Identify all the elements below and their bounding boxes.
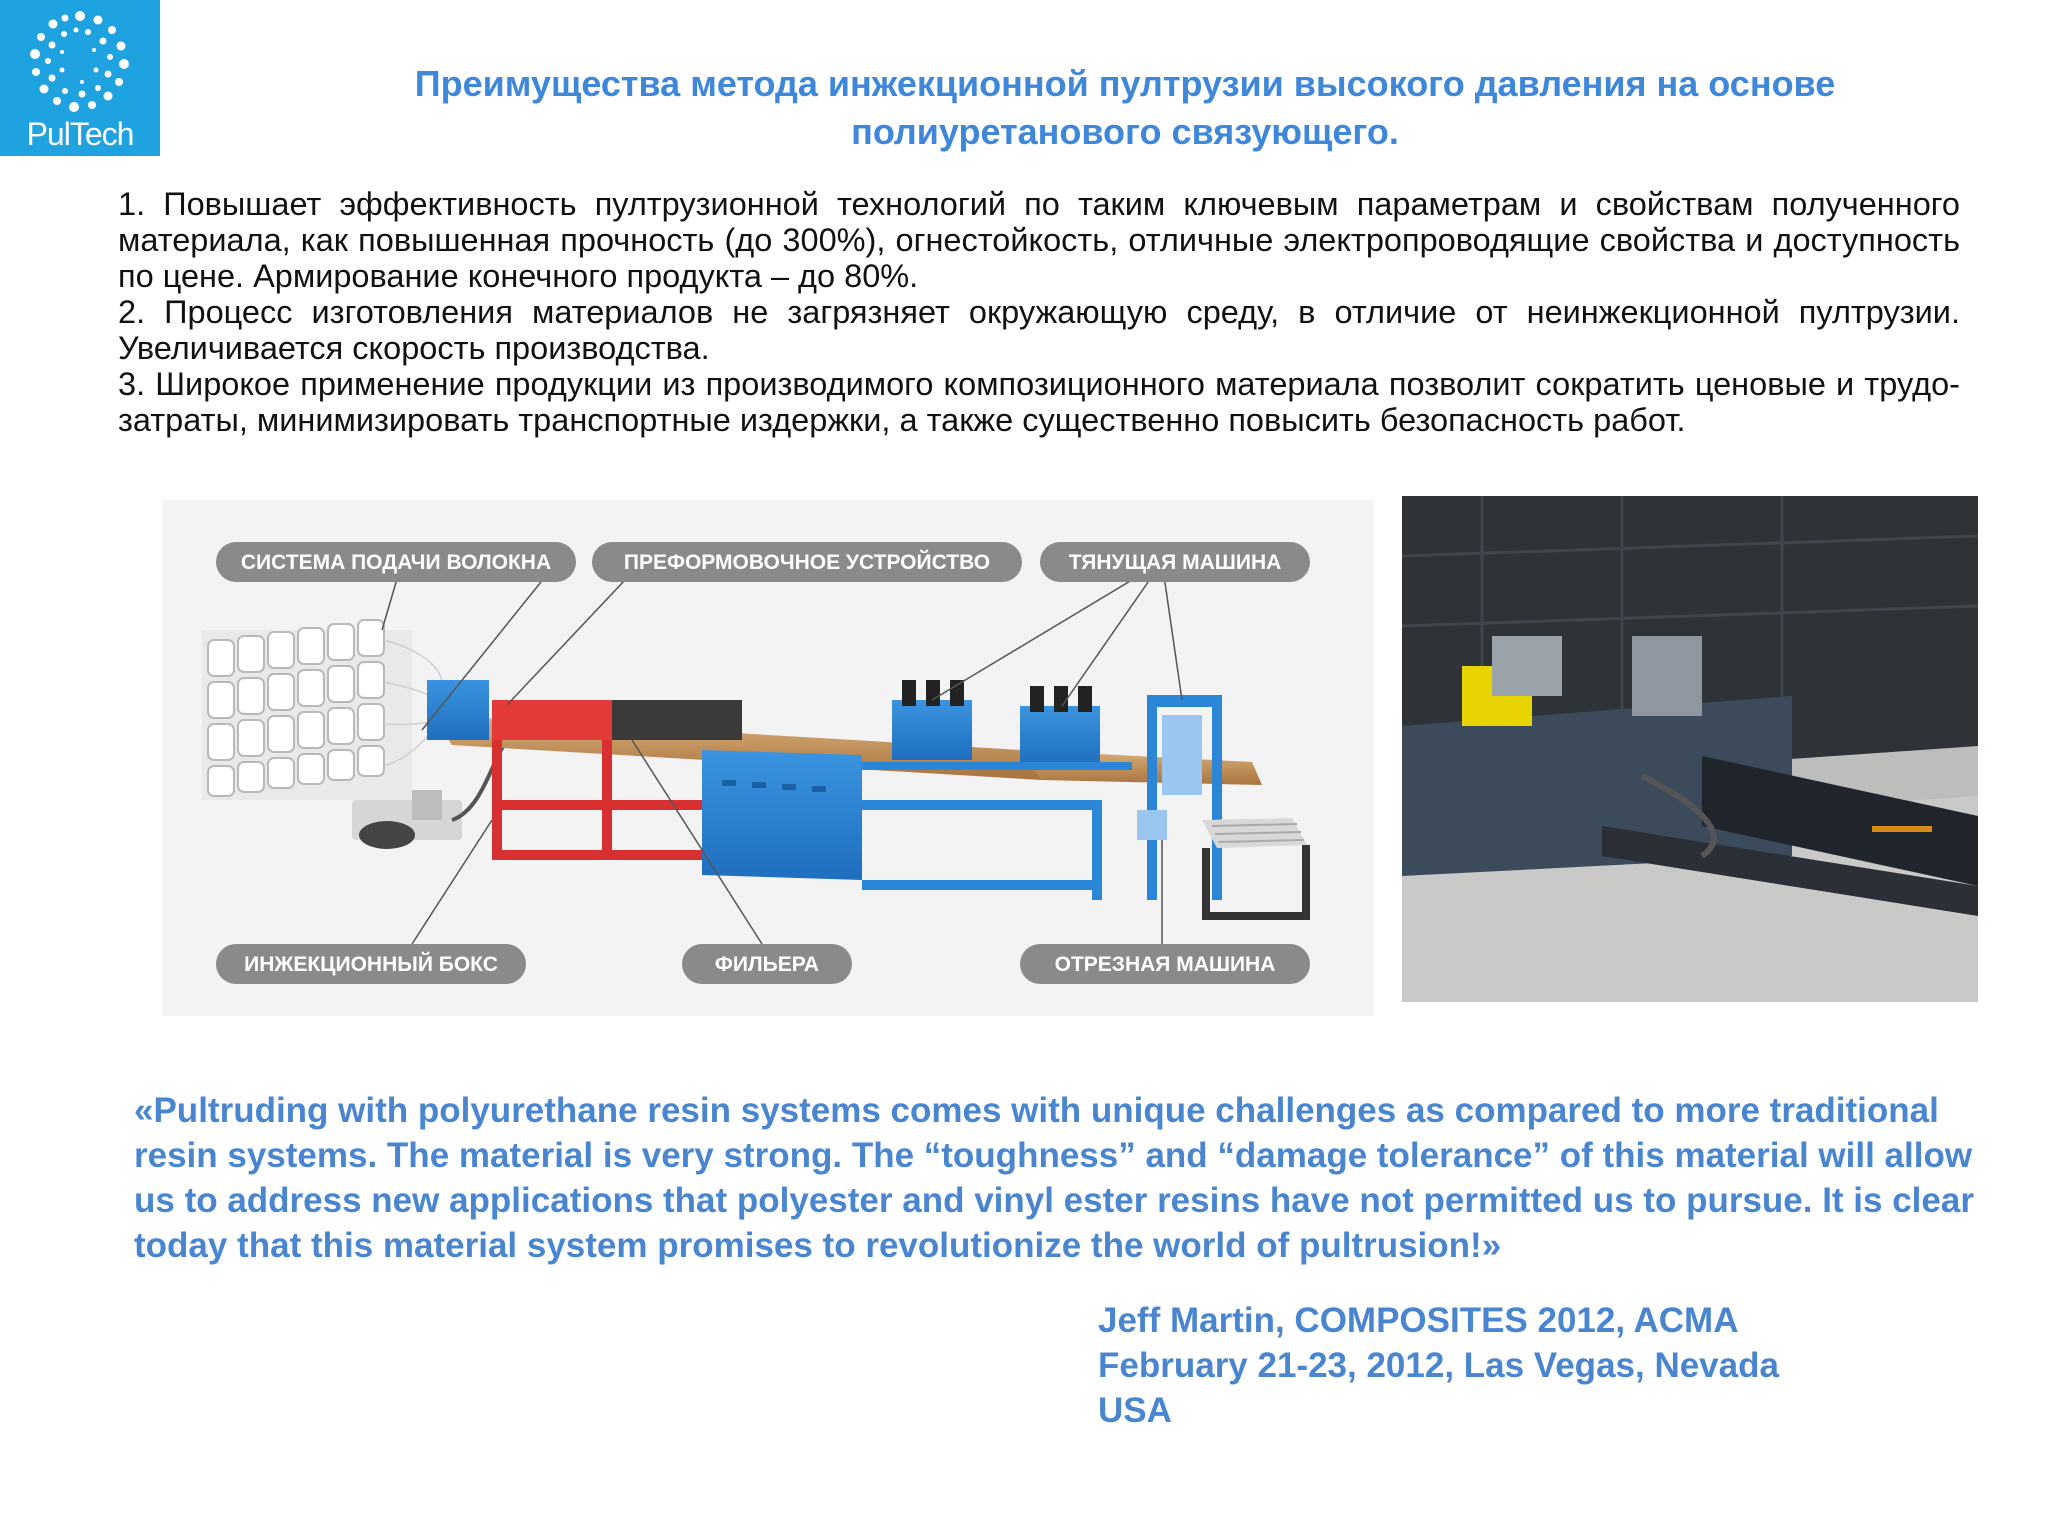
attribution-line-2: February 21-23, 2012, Las Vegas, Nevada (1098, 1346, 1779, 1385)
label-die (682, 944, 852, 984)
label-cutter (1020, 944, 1310, 984)
advantage-item-1: 1. Повышает эффективность пултрузионной технологий по таким ключевым параметрам и свойствам полученного материала, как повышенная прочность (до 300%), огнестойкость, отличные электропроводящие свойства и доступность по цене. Армирование конечного продукта – до 80%. (118, 186, 1960, 294)
advantages-list (118, 186, 1960, 438)
puller-clamp-1 (892, 680, 972, 760)
label-puller (1040, 542, 1310, 582)
quote-attribution (1098, 1298, 1958, 1433)
svg-text:ФИЛЬЕРА: ФИЛЬЕРА (714, 953, 820, 976)
svg-text:ТЯНУЩАЯ МАШИНА: ТЯНУЩАЯ МАШИНА (1068, 551, 1282, 574)
testimonial-quote: «Pultruding with polyurethane resin systems comes with unique challenges as compared to more traditional resin systems. The material is very strong. The “toughness” and “damage tolerance” of this material will allow us to address new applications that polyester and vinyl ester resins have not permitted us to pursue. It is clear today that this material system promises to revolutionize the world of pultrusion!» (134, 1091, 1974, 1265)
svg-text:ОТРЕЗНАЯ МАШИНА: ОТРЕЗНАЯ МАШИНА (1054, 953, 1276, 976)
label-fiber-feed (216, 542, 576, 582)
company-logo (0, 0, 160, 156)
preformer-unit (427, 680, 489, 740)
attribution-line-1: Jeff Martin, COMPOSITES 2012, ACMA (1098, 1301, 1739, 1340)
puller-clamp-2 (1020, 686, 1100, 766)
svg-text:ПРЕФОРМОВОЧНОЕ УСТРОЙСТВО: ПРЕФОРМОВОЧНОЕ УСТРОЙСТВО (623, 551, 991, 574)
svg-text:СИСТЕМА ПОДАЧИ ВОЛОКНА: СИСТЕМА ПОДАЧИ ВОЛОКНА (240, 551, 552, 574)
label-preformer (592, 542, 1022, 582)
advantage-item-3: 3. Широкое применение продукции из производимого композиционного материала позволит сократить ценовые и трудо- затраты, минимизировать транспортные издержки, а также существенно повысить безопасность работ. (118, 366, 1960, 438)
advantage-item-2: 2. Процесс изготовления материалов не загрязняет окружающую среду, в отличие от неинжекционной пултрузии. Увеличивается скорость производства. (118, 294, 1960, 366)
label-injection-box (216, 944, 526, 984)
logo-text: PulTech (26, 116, 134, 152)
fiber-spools-creel (202, 620, 443, 800)
pultrusion-line-diagram (162, 500, 1374, 1016)
dotted-circle-logo-icon (24, 6, 136, 118)
attribution-line-3: USA (1098, 1391, 1172, 1430)
svg-text:ИНЖЕКЦИОННЫЙ БОКС: ИНЖЕКЦИОННЫЙ БОКС (244, 953, 498, 976)
pultrusion-machine-photo (1402, 496, 1978, 1002)
page-title: Преимущества метода инжекционной пултрузии высокого давления на основе полиуретанового связующего. (414, 63, 1836, 152)
